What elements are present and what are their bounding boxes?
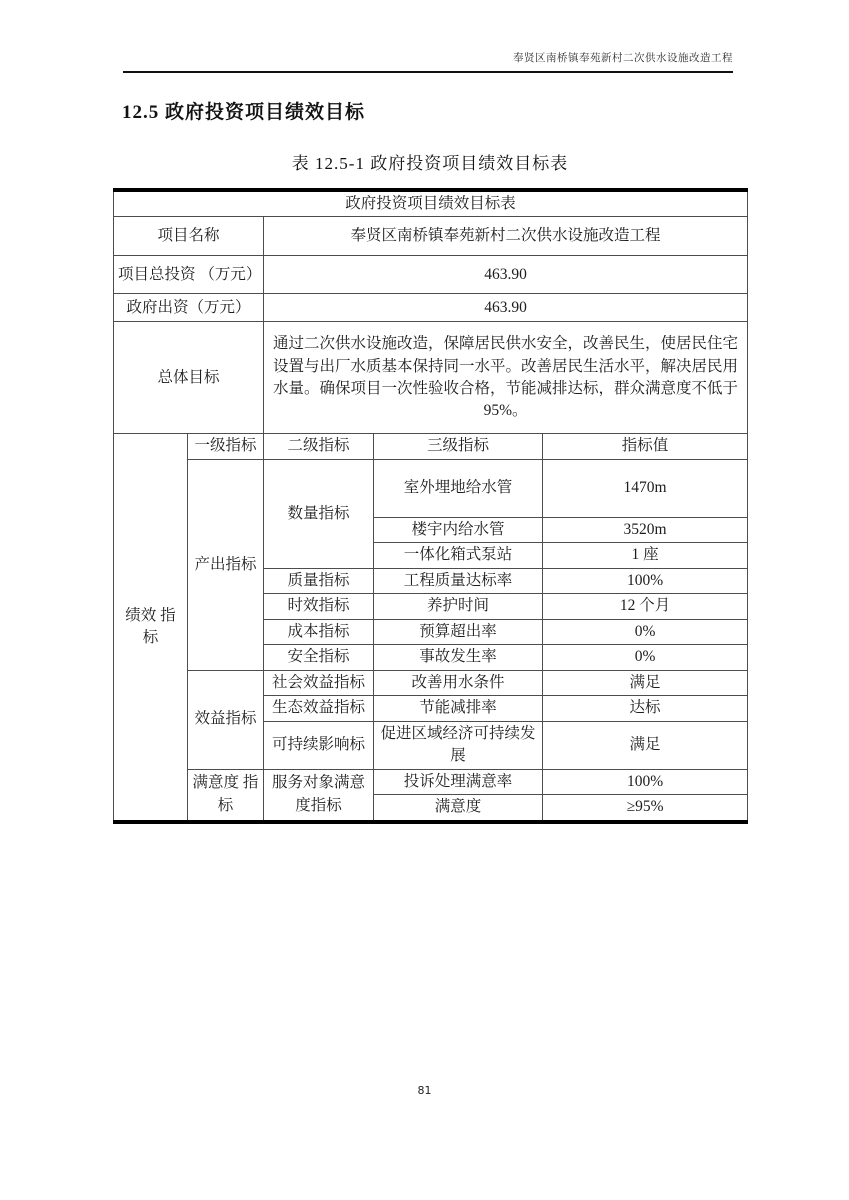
indicator-cell: 节能减排率 bbox=[374, 696, 543, 721]
value-cell: 12 个月 bbox=[543, 594, 748, 619]
header-project-name: 奉贤区南桥镇奉苑新村二次供水设施改造工程 bbox=[513, 53, 733, 64]
group-output: 产出指标 bbox=[188, 459, 264, 670]
project-name-label: 项目名称 bbox=[114, 217, 264, 256]
value-cell: 满足 bbox=[543, 721, 748, 769]
value-cell: ≥95% bbox=[543, 795, 748, 822]
table-row bbox=[114, 322, 748, 434]
table-row bbox=[114, 256, 748, 294]
subgroup-quality: 质量指标 bbox=[264, 568, 374, 593]
value-cell: 达标 bbox=[543, 696, 748, 721]
value-cell: 1470m bbox=[543, 459, 748, 517]
subgroup-quantity: 数量指标 bbox=[264, 459, 374, 568]
indicator-cell: 事故发生率 bbox=[374, 645, 543, 670]
table-row bbox=[114, 190, 748, 217]
performance-target-table bbox=[113, 188, 748, 824]
subgroup-safety: 安全指标 bbox=[264, 645, 374, 670]
subgroup-timeliness: 时效指标 bbox=[264, 594, 374, 619]
value-cell: 满足 bbox=[543, 670, 748, 695]
table-row bbox=[114, 769, 748, 794]
government-funding-value: 463.90 bbox=[264, 294, 748, 322]
value-cell: 100% bbox=[543, 568, 748, 593]
table-row bbox=[114, 434, 748, 459]
total-investment-value: 463.90 bbox=[264, 256, 748, 294]
group-satisfaction: 满意度 指标 bbox=[188, 769, 264, 821]
subgroup-service-target: 服务对象满意度指标 bbox=[264, 769, 374, 821]
group-benefit: 效益指标 bbox=[188, 670, 264, 769]
level1-header: 一级指标 bbox=[188, 434, 264, 459]
table-title-cell: 政府投资项目绩效目标表 bbox=[114, 190, 748, 217]
indicator-cell: 满意度 bbox=[374, 795, 543, 822]
table-row bbox=[114, 670, 748, 695]
subgroup-sustainability: 可持续影响标 bbox=[264, 721, 374, 769]
subgroup-ecological: 生态效益指标 bbox=[264, 696, 374, 721]
indicator-cell: 一体化箱式泵站 bbox=[374, 543, 543, 568]
value-cell: 0% bbox=[543, 619, 748, 644]
overall-goal-value: 通过二次供水设施改造，保障居民供水安全，改善民生，使居民住宅设置与出厂水质基本保持同一水平。改善居民生活水平，解决居民用水量。确保项目一次性验收合格，节能减排达标，群众满意度不低于95%。 bbox=[264, 322, 748, 434]
overall-goal-label: 总体目标 bbox=[114, 322, 264, 434]
indicator-cell: 养护时间 bbox=[374, 594, 543, 619]
project-name-value: 奉贤区南桥镇奉苑新村二次供水设施改造工程 bbox=[264, 217, 748, 256]
table-caption: 表 12.5-1 政府投资项目绩效目标表 bbox=[291, 154, 569, 173]
subgroup-cost: 成本指标 bbox=[264, 619, 374, 644]
performance-corner-label: 绩效 指标 bbox=[114, 434, 188, 822]
indicator-cell: 楼宇内给水管 bbox=[374, 517, 543, 542]
table-row bbox=[114, 217, 748, 256]
total-investment-label: 项目总投资 （万元） bbox=[114, 256, 264, 294]
indicator-cell: 促进区域经济可持续发展 bbox=[374, 721, 543, 769]
indicator-cell: 投诉处理满意率 bbox=[374, 769, 543, 794]
indicator-cell: 工程质量达标率 bbox=[374, 568, 543, 593]
government-funding-label: 政府出资（万元） bbox=[114, 294, 264, 322]
value-cell: 100% bbox=[543, 769, 748, 794]
level2-header: 二级指标 bbox=[264, 434, 374, 459]
running-header bbox=[123, 50, 733, 73]
indicator-cell: 室外埋地给水管 bbox=[374, 459, 543, 517]
value-cell: 3520m bbox=[543, 517, 748, 542]
value-cell: 0% bbox=[543, 645, 748, 670]
subgroup-social: 社会效益指标 bbox=[264, 670, 374, 695]
indicator-cell: 改善用水条件 bbox=[374, 670, 543, 695]
level3-header: 三级指标 bbox=[374, 434, 543, 459]
indicator-cell: 预算超出率 bbox=[374, 619, 543, 644]
table-row bbox=[114, 294, 748, 322]
value-cell: 1 座 bbox=[543, 543, 748, 568]
section-heading: 12.5 政府投资项目绩效目标 bbox=[122, 102, 366, 123]
table-row bbox=[114, 459, 748, 517]
page-number: 81 bbox=[417, 1084, 432, 1097]
value-header: 指标值 bbox=[543, 434, 748, 459]
